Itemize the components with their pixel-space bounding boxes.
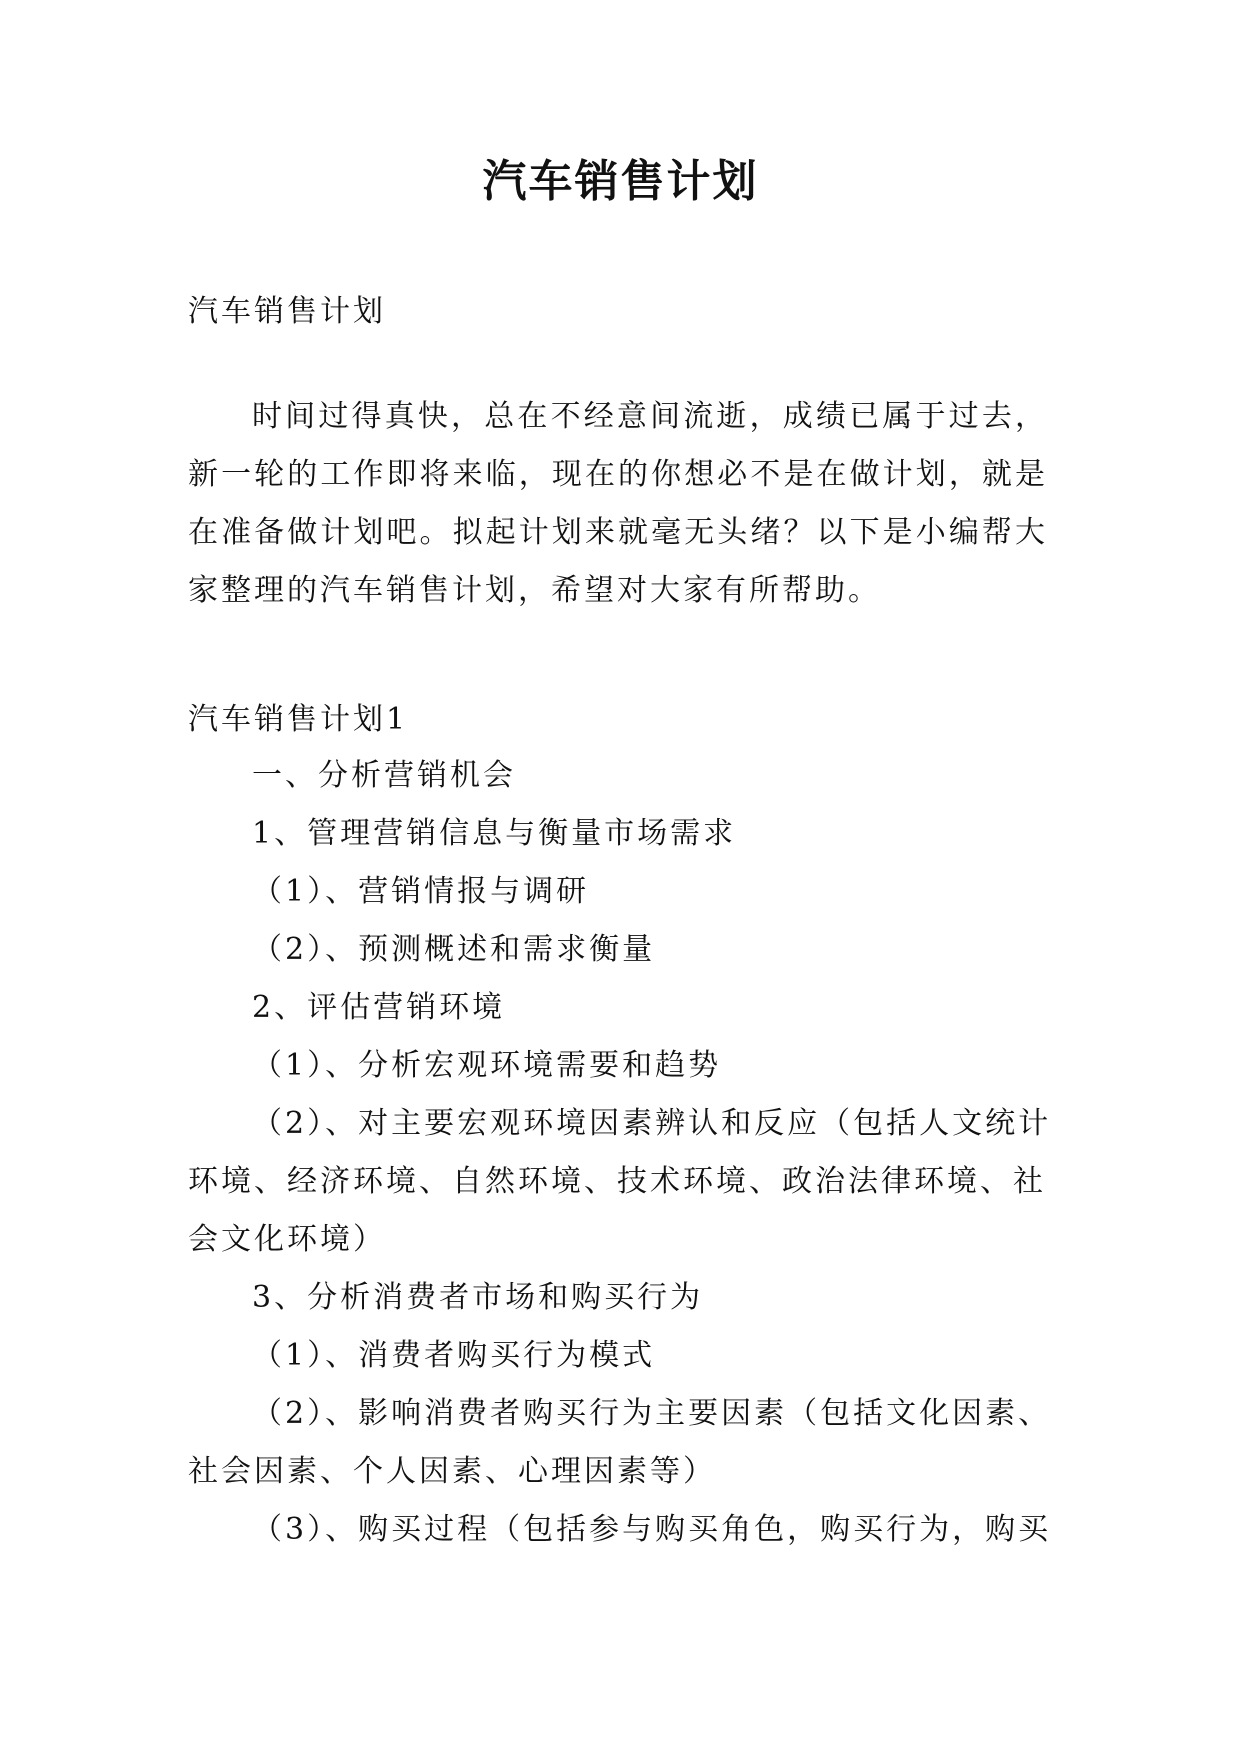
outline-subitem: （2）、影响消费者购买行为主要因素（包括文化因素、 bbox=[252, 1396, 1052, 1431]
outline-subitem: （3）、购买过程（包括参与购买角色，购买行为，购买 bbox=[252, 1512, 1052, 1547]
outline-subitem: （2）、对主要宏观环境因素辨认和反应（包括人文统计 bbox=[252, 1106, 1052, 1141]
document-subtitle: 汽车销售计划 bbox=[188, 294, 386, 329]
outline-item: 1、管理营销信息与衡量市场需求 bbox=[252, 816, 737, 851]
intro-paragraph: 时间过得真快，总在不经意间流逝，成绩已属于过去，新一轮的工作即将来临，现在的你想必不是在做计划，就是在准备做计划吧。拟起计划来就毫无头绪？以下是小编帮大家整理的汽车销售计划，希望对大家有所帮助。 bbox=[188, 399, 1048, 608]
outline-subitem: （1）、消费者购买行为模式 bbox=[252, 1338, 656, 1373]
outline-item: 3、分析消费者市场和购买行为 bbox=[252, 1280, 704, 1315]
outline-heading: 一、分析营销机会 bbox=[252, 758, 516, 793]
outline-subitem: （2）、预测概述和需求衡量 bbox=[252, 932, 656, 967]
outline-continuation: 会文化环境） bbox=[188, 1222, 386, 1257]
outline-item: 2、评估营销环境 bbox=[252, 990, 506, 1025]
outline-subitem: （1）、分析宏观环境需要和趋势 bbox=[252, 1048, 722, 1083]
section-title: 汽车销售计划1 bbox=[188, 702, 409, 737]
page-title: 汽车销售计划 bbox=[482, 156, 759, 207]
outline-continuation: 社会因素、个人因素、心理因素等） bbox=[188, 1454, 716, 1489]
outline-continuation: 环境、经济环境、自然环境、技术环境、政治法律环境、社 bbox=[188, 1164, 1046, 1199]
outline-subitem: （1）、营销情报与调研 bbox=[252, 874, 590, 909]
